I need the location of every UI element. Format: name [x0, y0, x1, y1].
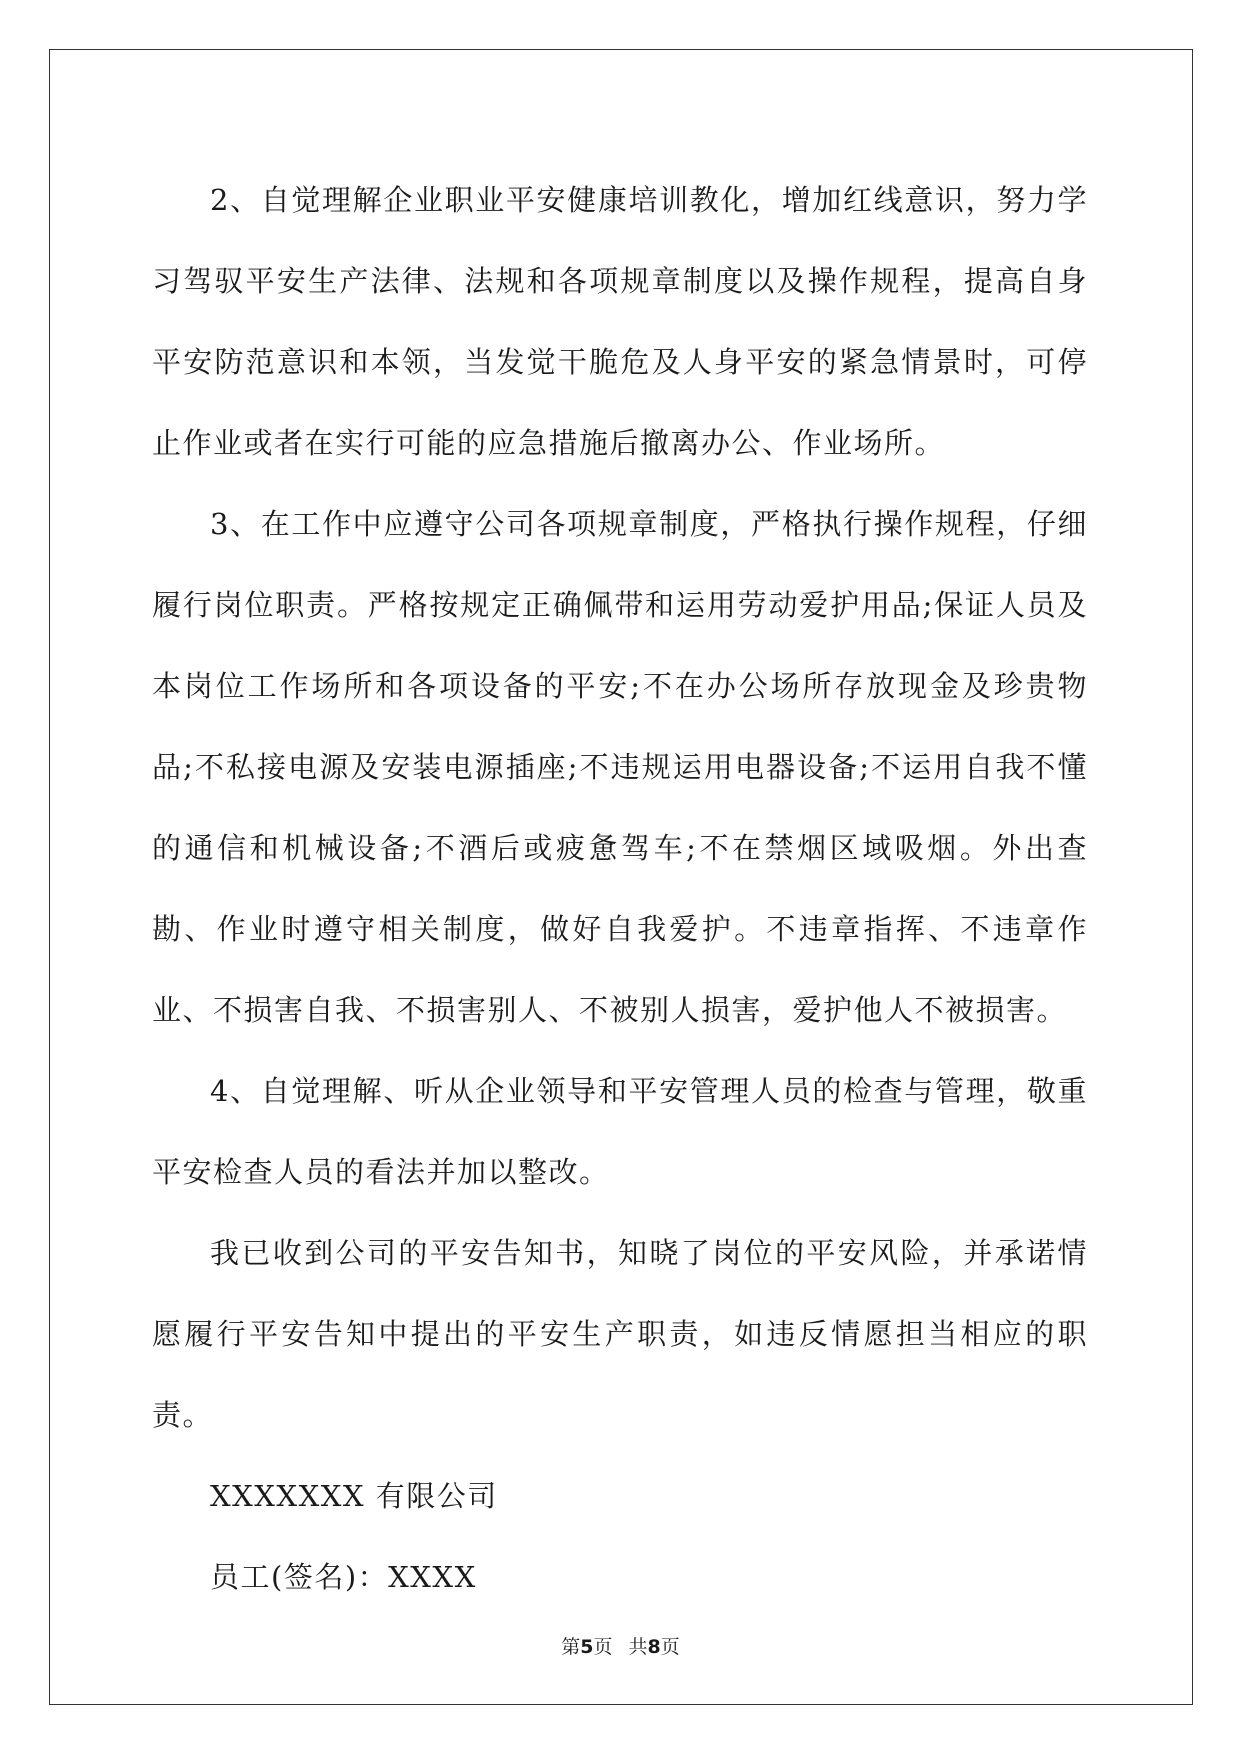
footer-page-suffix: 页 [593, 1636, 613, 1658]
footer-prefix: 第 [561, 1636, 581, 1658]
employee-signature: 员工(签名)：XXXX [210, 1560, 477, 1594]
paragraph-item-3: 3、在工作中应遵守公司各项规章制度，严格执行操作规程，仔细履行岗位职责。严格按规定正确佩带和运用劳动爱护用品;保证人员及本岗位工作场所和各项设备的平安;不在办公场所存放现金及珍贵物品;不私接电源及安装电源插座;不违规运用电器设备;不运用自我不懂的通信和机械设备;不酒后或疲惫驾车;不在禁烟区域吸烟。外出查勘、作业时遵守相关制度，做好自我爱护。不违章指挥、不违章作业、不损害自我、不损害别人、不被别人损害，爱护他人不被损害。 [152, 507, 1088, 1027]
acknowledgement-paragraph: 我已收到公司的平安告知书，知晓了岗位的平安风险，并承诺情愿履行平安告知中提出的平安生产职责，如违反情愿担当相应的职责。 [152, 1236, 1088, 1432]
footer-total-prefix: 共 [628, 1636, 648, 1658]
page-footer [0, 1632, 1241, 1659]
document-body [152, 160, 1088, 1618]
page-number: 5 [580, 1636, 594, 1658]
company-name: XXXXXXX 有限公司 [210, 1479, 498, 1513]
paragraph-item-2: 2、自觉理解企业职业平安健康培训教化，增加红线意识，努力学习驾驭平安生产法律、法规和各项规章制度以及操作规程，提高自身平安防范意识和本领，当发觉干脆危及人身平安的紧急情景时，可停止作业或者在实行可能的应急措施后撤离办公、作业场所。 [152, 183, 1088, 460]
total-pages: 8 [647, 1636, 661, 1658]
footer-total-suffix: 页 [660, 1636, 680, 1658]
paragraph-item-4: 4、自觉理解、听从企业领导和平安管理人员的检查与管理，敬重平安检查人员的看法并加以整改。 [152, 1074, 1088, 1189]
